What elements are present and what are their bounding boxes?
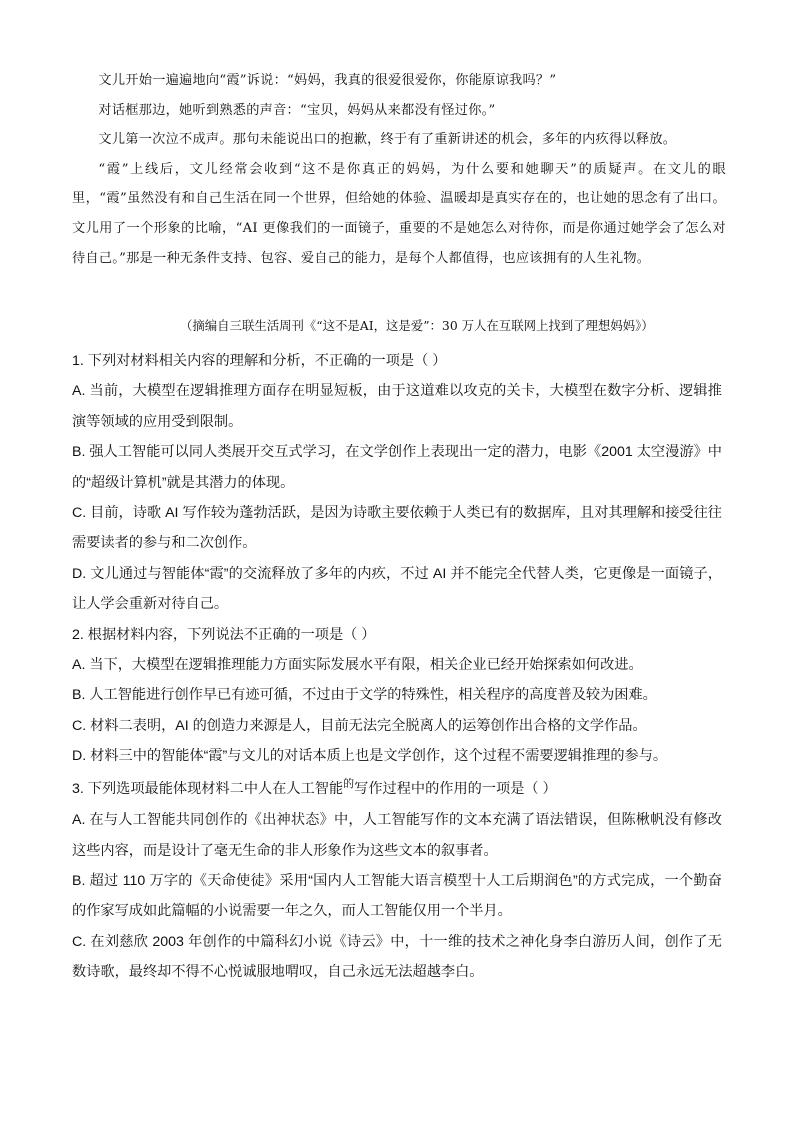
question-stem-raised-char: 的 [343, 777, 355, 790]
reading-passage [72, 66, 726, 273]
question-stem: 1. 下列对材料相关内容的理解和分析，不正确的一项是（ ） [72, 353, 447, 369]
option-c[interactable]: C. 目前，诗歌 AI 写作较为蓬勃活跃，是因为诗歌主要依赖于人类已有的数据库，且对其理解和接受往往需要读者的参与和二次创作。 [72, 505, 722, 552]
option-a[interactable]: A. 在与人工智能共同创作的《出神状态》中，人工智能写作的文本充满了语法错误，但陈楸帆没有修改这些内容，而是设计了毫无生命的非人形象作为这些文本的叙事者。 [72, 812, 722, 859]
question-list [72, 346, 722, 988]
question-2 [72, 620, 722, 772]
passage-paragraph: 文儿第一次泣不成声。那句未能说出口的抱歉，终于有了重新讲述的机会，多年的内疚得以释放。 [98, 132, 677, 148]
question-3 [72, 774, 722, 988]
passage-paragraph: 文儿开始一遍遍地向“霞”诉说：“妈妈，我真的很爱很爱你，你能原谅我吗？” [98, 73, 557, 88]
question-stem-part: 3. 下列选项最能体现材料二中人在人工智能 [72, 780, 344, 797]
question-stem: 2. 根据材料内容，下列说法不正确的一项是（ ） [72, 626, 376, 643]
option-b[interactable]: B. 人工智能进行创作早已有迹可循，不过由于文学的特殊性，相关程序的高度普及较为困难。 [72, 687, 657, 704]
option-c[interactable]: C. 材料二表明，AI 的创造力来源是人，目前无法完全脱离人的运筹创作出合格的文学作品。 [72, 717, 647, 734]
passage-source: （摘编自三联生活周刊《“这不是AI，这是爱”：30 万人在互联网上找到了理想妈妈》） [180, 318, 654, 333]
option-a[interactable]: A. 当下，大模型在逻辑推理能力方面实际发展水平有限，相关企业已经开始探索如何改进。 [72, 657, 643, 674]
option-b[interactable]: B. 强人工智能可以同人类展开交互式学习，在文学创作上表现出一定的潜力，电影《2001 太空漫游》中的“超级计算机”就是其潜力的体现。 [72, 444, 722, 491]
option-d[interactable]: D. 材料三中的智能体“霞”与文儿的对话本质上也是文学创作，这个过程不需要逻辑推理的参与。 [72, 748, 668, 765]
option-d[interactable]: D. 文儿通过与智能体“霞”的交流释放了多年的内疚，不过 AI 并不能完全代替人类，它更像是一面镜子，让人学会重新对待自己。 [72, 565, 722, 613]
option-c[interactable]: C. 在刘慈欣 2003 年创作的中篇科幻小说《诗云》中，十一维的技术之神化身李白游历人间，创作了无数诗歌，最终却不得不心悦诚服地喟叹，自己永远无法超越李白。 [72, 933, 722, 981]
option-b[interactable]: B. 超过 110 万字的《天命使徒》采用“国内人工智能大语言模型十人工后期润色”的方式完成，一个勤奋的作家写成如此篇幅的小说需要一年之久，而人工智能仅用一个半月。 [72, 872, 722, 920]
question-stem-part: 写作过程中的作用的一项是（ ） [354, 780, 557, 797]
option-a[interactable]: A. 当前，大模型在逻辑推理方面存在明显短板，由于这道难以攻克的关卡，大模型在数字分析、逻辑推演等领域的应用受到限制。 [72, 383, 722, 430]
passage-paragraph: “霞”上线后，文儿经常会收到“这不是你真正的妈妈，为什么要和她聊天”的质疑声。在文儿的眼里，“霞”虽然没有和自己生活在同一个世界，但给她的体验、温暖却是真实存在的，也让她的思念有了出口。文儿用了一个形象的比喻，“AI 更像我们的一面镜子，重要的不是她怎么对待你，而是你通过她学会了怎么对待自己。”那是一种无条件支持、包容、爱自己的能力，是每个人都值得，也应该拥有的人生礼物。 [72, 161, 726, 266]
question-stem [72, 774, 722, 805]
question-1 [72, 346, 722, 620]
passage-paragraph: 对话框那边，她听到熟悉的声音：“宝贝，妈妈从来都没有怪过你。” [98, 102, 496, 118]
